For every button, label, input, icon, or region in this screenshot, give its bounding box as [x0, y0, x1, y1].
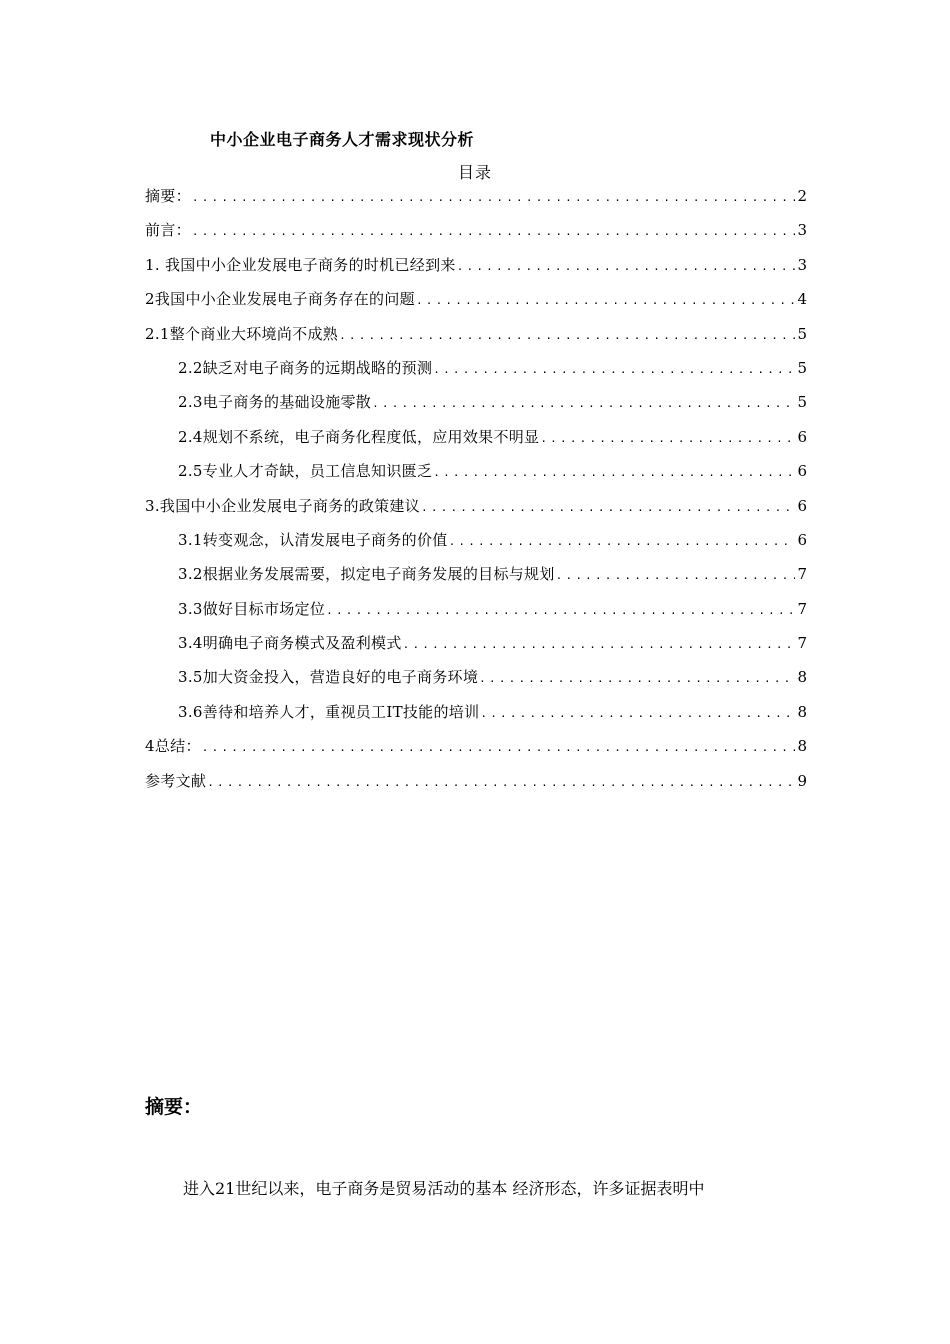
toc-entry-label: 3.3做好目标市场定位 — [178, 599, 326, 618]
abstract-heading: 摘要： — [145, 1096, 203, 1118]
toc-entry-label: 参考文献 — [145, 771, 207, 790]
toc-entry-page: 8 — [797, 737, 807, 756]
toc-leader-dots — [403, 634, 796, 656]
toc-entry[interactable] — [145, 185, 807, 219]
toc-entry-page: 8 — [797, 668, 807, 687]
toc-entry[interactable] — [145, 288, 807, 322]
toc-leader-dots — [540, 428, 795, 450]
toc-entry-page: 3 — [797, 255, 807, 274]
toc-leader-dots — [449, 531, 796, 553]
toc-entry-page: 5 — [797, 358, 807, 377]
toc-entry[interactable] — [145, 598, 807, 632]
toc-entry-page: 7 — [797, 599, 807, 618]
toc-entry-page: 3 — [797, 221, 807, 240]
toc-leader-dots — [433, 462, 795, 484]
toc-entry[interactable] — [145, 666, 807, 700]
toc-entry-label: 2.2缺乏对电子商务的远期战略的预测 — [178, 358, 433, 377]
table-of-contents — [145, 185, 807, 804]
toc-entry-page: 7 — [797, 634, 807, 653]
toc-leader-dots — [192, 187, 796, 209]
toc-entry-label: 3.我国中小企业发展电子商务的政策建议 — [145, 496, 421, 515]
toc-entry[interactable] — [145, 426, 807, 460]
toc-entry-label: 3.1转变观念，认清发展电子商务的价值 — [178, 530, 448, 549]
toc-entry[interactable] — [145, 770, 807, 804]
toc-entry-page: 2 — [797, 187, 807, 205]
toc-entry-page: 7 — [797, 565, 807, 584]
toc-entry[interactable] — [145, 391, 807, 425]
toc-entry-label: 前言： — [145, 221, 191, 240]
toc-leader-dots — [326, 600, 795, 622]
toc-entry[interactable] — [145, 701, 807, 735]
toc-leader-dots — [202, 737, 796, 759]
toc-entry-label: 2.5专业人才奇缺，员工信息知识匮乏 — [178, 462, 433, 481]
toc-entry-label: 2.3电子商务的基础设施零散 — [178, 393, 372, 412]
toc-entry[interactable] — [145, 632, 807, 666]
toc-entry-label: 3.5加大资金投入，营造良好的电子商务环境 — [178, 668, 479, 687]
toc-entry[interactable] — [145, 735, 807, 769]
toc-leader-dots — [457, 256, 796, 278]
toc-leader-dots — [556, 565, 796, 587]
toc-entry-page: 6 — [797, 427, 807, 446]
toc-entry[interactable] — [145, 254, 807, 288]
toc-leader-dots — [479, 668, 795, 690]
toc-entry-label: 3.2根据业务发展需要，拟定电子商务发展的目标与规划 — [178, 565, 555, 584]
toc-entry-page: 6 — [797, 496, 807, 515]
toc-entry[interactable] — [145, 460, 807, 494]
toc-leader-dots — [192, 221, 796, 243]
abstract-paragraph: 进入21世纪以来，电子商务是贸易活动的基本 经济形态，许多证据表明中 — [183, 1179, 705, 1198]
toc-entry-page: 6 — [797, 530, 807, 549]
toc-entry-page: 5 — [797, 393, 807, 412]
toc-entry[interactable] — [145, 357, 807, 391]
toc-leader-dots — [421, 497, 795, 519]
toc-entry-page: 9 — [797, 771, 807, 790]
toc-entry-page: 6 — [797, 462, 807, 481]
toc-entry[interactable] — [145, 563, 807, 597]
toc-entry-page: 8 — [797, 702, 807, 721]
toc-leader-dots — [339, 325, 795, 347]
toc-entry-label: 3.6善待和培养人才，重视员工IT技能的培训 — [178, 702, 480, 721]
toc-entry-label: 2.1整个商业大环境尚不成熟 — [145, 324, 339, 343]
toc-entry[interactable] — [145, 495, 807, 529]
toc-leader-dots — [480, 703, 795, 725]
toc-entry-label: 2.4规划不系统，电子商务化程度低，应用效果不明显 — [178, 427, 540, 446]
toc-leader-dots — [372, 393, 795, 415]
toc-entry-page: 4 — [797, 290, 807, 309]
toc-entry-label: 1. 我国中小企业发展电子商务的时机已经到来 — [145, 255, 456, 274]
toc-entry-label: 4总结： — [145, 737, 201, 756]
toc-entry-label: 2我国中小企业发展电子商务存在的问题 — [145, 290, 415, 309]
toc-entry-page: 5 — [797, 324, 807, 343]
toc-entry-label: 3.4明确电子商务模式及盈利模式 — [178, 634, 402, 653]
toc-entry[interactable] — [145, 529, 807, 563]
toc-entry[interactable] — [145, 323, 807, 357]
toc-leader-dots — [433, 359, 795, 381]
toc-leader-dots — [416, 290, 796, 312]
document-title: 中小企业电子商务人才需求现状分析 — [210, 130, 475, 149]
toc-heading: 目录 — [457, 163, 492, 182]
toc-entry[interactable] — [145, 219, 807, 253]
toc-leader-dots — [207, 772, 795, 794]
toc-entry-label: 摘要： — [145, 187, 191, 205]
